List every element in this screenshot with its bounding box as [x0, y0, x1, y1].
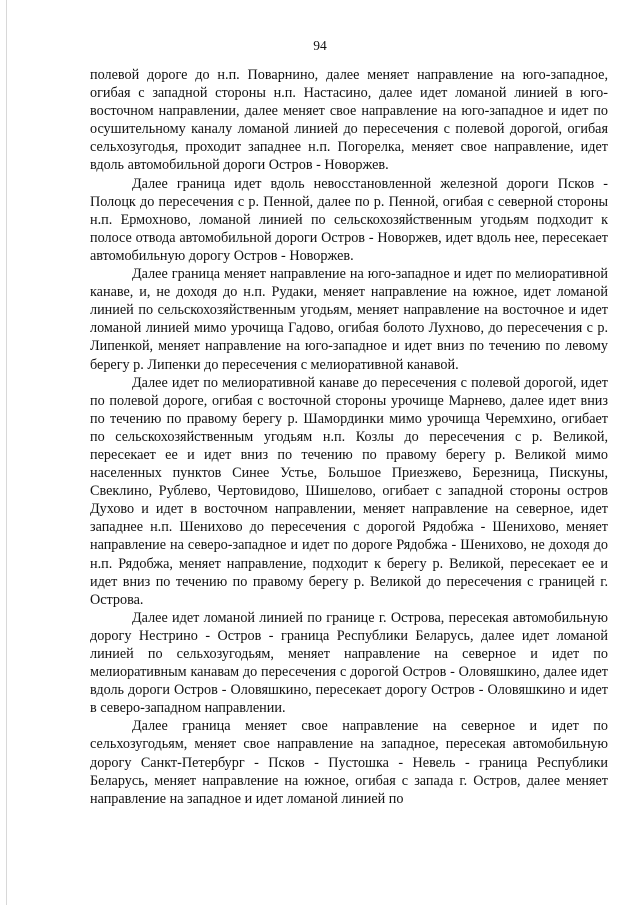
page-number: 94 — [313, 38, 327, 53]
paragraph: Далее идет ломаной линией по границе г. Острова, пересекая автомобильную дорогу Нестрино - Остров - граница Республики Беларусь, далее идет ломаной линией по сельхозугодьям, меняет направление на северное и идет по мелиоративным канавам до пересечения с дорогой Остров - Оловяшкино, далее идет вдоль дороги Остров - Оловяшкино, пересекает дорогу Остров - Оловяшкино и идет в северо-западном направлении. — [90, 609, 608, 717]
document-body — [90, 66, 608, 808]
paragraph: Далее граница меняет направление на юго-западное и идет по мелиоративной канаве, и, не доходя до н.п. Рудаки, меняет направление на южное, идет ломаной линией по сельскохозяйственным угодьям, меняет направление на восточное и идет ломаной линией мимо урочища Гадово, огибая болото Лухново, до пересечения с р. Липенкой, меняет направление на юго-западное и идет вниз по течению по левому берегу р. Липенки до пересечения с мелиоративной канавой. — [90, 266, 608, 373]
paragraph: полевой дороге до н.п. Поварнино, далее меняет направление на юго-западное, огибая с западной стороны н.п. Настасино, далее идет ломаной линией в юго-восточном направлении, далее меняет свое направление на юго-западное и идет по осушительному каналу ломаной линией до пересечения с полевой дорогой, огибая сельхозугодья, проходит западнее н.п. Погорелка, меняет свое направление, идет вдоль автомобильной дороги Остров - Новоржев. — [90, 67, 608, 174]
page-edge-line — [6, 0, 7, 905]
paragraph: Далее идет по мелиоративной канаве до пересечения с полевой дорогой, идет по полевой дороге, огибая с восточной стороны урочище Марнево, далее идет вниз по течению по правому берегу р. Шамординки мимо урочища Черемхино, огибает по сельскохозяйственным угодьям н.п. Козлы до пересечения с р. Великой, пересекает ее и идет вниз по течению по правому берегу р. Великой мимо населенных пунктов Синее Устье, Большое Приезжево, Березница, Пискуны, Свеклино, Рублево, Чертовидово, Шишелово, огибает с западной стороны остров Духово и идет в восточном направлении, меняет направление на северное, идет западнее н.п. Шенихово до пересечения с дорогой Рядобжа - Шенихово, меняет направление на северо-западное и идет по дороге Рядобжа - Шенихово, не доходя до н.п. Рядобжа, меняет направление, подходит к берегу р. Великой, пересекает ее и идет вниз по течению по правому берегу р. Великой до пересечения с границей г. Острова. — [90, 374, 608, 608]
paragraph: Далее граница идет вдоль невосстановленной железной дороги Псков - Полоцк до пересечения с р. Пенной, далее по р. Пенной, огибая с северной стороны н.п. Ермохново, ломаной линией по сельскохозяйственным угодьям подходит к полосе отвода автомобильной дороги Остров - Новоржев, идет вдоль нее, пересекает автомобильную дорогу Остров - Новоржев. — [90, 175, 608, 264]
paragraph: Далее граница меняет свое направление на северное и идет по сельхозугодьям, меняет свое направление на западное, пересекая автомобильную дорогу Санкт-Петербург - Псков - Пустошка - Невель - граница Республики Беларусь, меняет направление на южное, огибая с запада г. Остров, далее меняет направление на западное и идет ломаной линией по — [90, 718, 608, 807]
